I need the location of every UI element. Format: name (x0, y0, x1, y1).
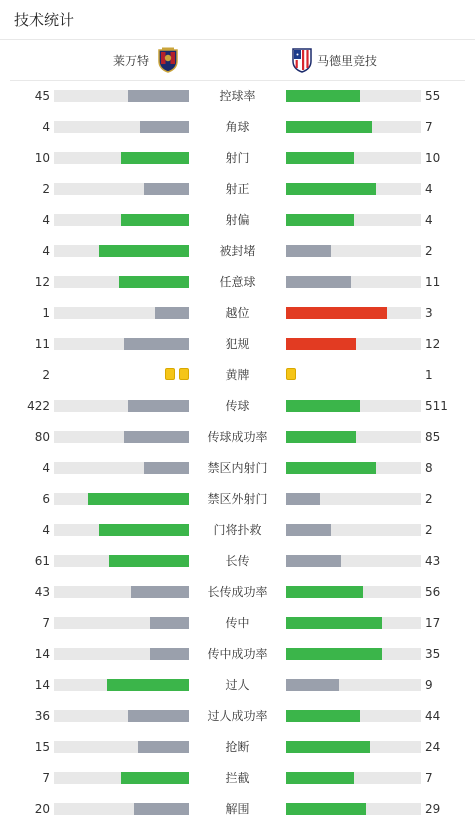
away-value: 85 (425, 430, 441, 444)
stat-row (0, 396, 475, 416)
teams-row (10, 40, 465, 81)
home-bar-fill (109, 555, 189, 567)
home-bar-fill (150, 648, 189, 660)
away-bar-fill (286, 803, 366, 815)
away-bar-track (286, 524, 421, 536)
away-bar-fill (286, 617, 382, 629)
home-bar-track (54, 555, 189, 567)
stat-label: 射偏 (225, 213, 250, 227)
away-bar-track (286, 431, 421, 443)
home-bar-track (54, 679, 189, 691)
away-value: 8 (425, 461, 433, 475)
home-value: 10 (34, 151, 50, 165)
away-value: 2 (425, 523, 433, 537)
stat-row (0, 117, 475, 137)
away-bar-fill (286, 586, 363, 598)
away-bar-track (286, 555, 421, 567)
home-value: 43 (34, 585, 50, 599)
stat-label: 传球 (225, 399, 250, 413)
away-bar-fill (286, 338, 356, 350)
home-bar-track (54, 152, 189, 164)
stat-label: 角球 (225, 120, 250, 134)
stat-row (0, 427, 475, 447)
away-bar-track (286, 493, 421, 505)
home-bar-fill (144, 183, 189, 195)
home-bar-fill (131, 586, 189, 598)
away-value: 2 (425, 244, 433, 258)
away-bar-track (286, 772, 421, 784)
stat-label: 任意球 (219, 275, 256, 289)
away-bar-fill (286, 276, 351, 288)
away-bar-fill (286, 555, 341, 567)
away-bar-track (286, 586, 421, 598)
home-value: 36 (34, 709, 50, 723)
away-value: 4 (425, 182, 433, 196)
yellow-card-icon (286, 368, 296, 380)
away-value: 3 (425, 306, 433, 320)
away-value: 10 (425, 151, 441, 165)
home-value: 4 (42, 244, 50, 258)
away-bar-fill (286, 772, 354, 784)
stat-label: 门将扑救 (213, 523, 262, 537)
away-bar-track (286, 276, 421, 288)
away-value: 24 (425, 740, 441, 754)
stat-label: 长传成功率 (207, 585, 268, 599)
stat-row (0, 613, 475, 633)
away-value: 7 (425, 120, 433, 134)
home-value: 4 (42, 120, 50, 134)
home-bar-track (54, 400, 189, 412)
away-bar-fill (286, 400, 360, 412)
home-bar-fill (124, 338, 189, 350)
home-bar-fill (121, 152, 189, 164)
home-bar-fill (121, 214, 189, 226)
stat-row (0, 86, 475, 106)
home-value: 1 (42, 306, 50, 320)
away-value: 511 (425, 399, 448, 413)
stat-row (0, 148, 475, 168)
home-bar-fill (99, 524, 189, 536)
away-bar-fill (286, 152, 354, 164)
home-bar-fill (128, 710, 189, 722)
home-bar-track (54, 772, 189, 784)
away-bar-track (286, 710, 421, 722)
stat-label: 射门 (225, 151, 250, 165)
stat-label: 禁区外射门 (207, 492, 268, 506)
home-bar-track (54, 121, 189, 133)
stat-label: 过人 (225, 678, 250, 692)
away-bar-track (286, 152, 421, 164)
home-bar-track (54, 710, 189, 722)
away-bar-track (286, 183, 421, 195)
home-value: 80 (34, 430, 50, 444)
stat-label: 被封堵 (219, 244, 256, 258)
stat-label: 传中成功率 (207, 647, 268, 661)
away-team-name: 马德里竞技 (317, 53, 378, 68)
home-bar-track (54, 183, 189, 195)
home-value: 45 (34, 89, 50, 103)
away-bar-track (286, 462, 421, 474)
away-bar-track (286, 400, 421, 412)
stat-row (0, 241, 475, 261)
home-value: 6 (42, 492, 50, 506)
stat-label: 黄牌 (225, 368, 250, 382)
home-bar-track (54, 803, 189, 815)
stat-row (0, 644, 475, 664)
home-value: 11 (34, 337, 50, 351)
away-bar-fill (286, 307, 387, 319)
stat-label: 控球率 (219, 89, 256, 103)
away-bar-fill (286, 245, 331, 257)
away-bar-fill (286, 679, 339, 691)
away-value: 1 (425, 368, 433, 382)
away-value: 4 (425, 213, 433, 227)
away-bar-fill (286, 121, 372, 133)
home-value: 7 (42, 771, 50, 785)
away-bar-fill (286, 493, 320, 505)
away-value: 2 (425, 492, 433, 506)
away-bar-track (286, 648, 421, 660)
home-bar-track (54, 524, 189, 536)
stat-row (0, 675, 475, 695)
home-bar-fill (128, 400, 189, 412)
home-bar-fill (119, 276, 189, 288)
away-bar-track (286, 679, 421, 691)
home-value: 4 (42, 523, 50, 537)
away-value: 7 (425, 771, 433, 785)
home-value: 15 (34, 740, 50, 754)
away-value: 55 (425, 89, 441, 103)
home-bar-track (54, 214, 189, 226)
away-bar-track (286, 617, 421, 629)
away-bar-track (286, 121, 421, 133)
away-bar-track (286, 338, 421, 350)
home-team-name: 莱万特 (112, 53, 149, 68)
home-bar-fill (88, 493, 189, 505)
home-bar-fill (99, 245, 189, 257)
page-header (0, 0, 475, 40)
stat-row (0, 272, 475, 292)
home-value: 422 (27, 399, 50, 413)
stat-row (0, 706, 475, 726)
home-bar-fill (134, 803, 189, 815)
home-bar-track (54, 648, 189, 660)
home-bar-fill (155, 307, 189, 319)
away-yellow-cards (286, 368, 421, 382)
levante-crest-icon (157, 47, 179, 73)
home-bar-track (54, 90, 189, 102)
away-bar-fill (286, 710, 360, 722)
away-bar-fill (286, 524, 331, 536)
home-value: 7 (42, 616, 50, 630)
away-bar-fill (286, 431, 356, 443)
yellow-card-icon (179, 368, 189, 380)
home-value: 14 (34, 647, 50, 661)
home-value: 4 (42, 461, 50, 475)
home-bar-fill (138, 741, 189, 753)
stat-label: 传中 (225, 616, 250, 630)
home-bar-fill (128, 90, 189, 102)
away-bar-track (286, 245, 421, 257)
away-bar-track (286, 741, 421, 753)
stat-row (0, 489, 475, 509)
home-bar-track (54, 462, 189, 474)
stat-row (0, 210, 475, 230)
home-bar-fill (124, 431, 189, 443)
stat-row (0, 737, 475, 757)
stat-row (0, 551, 475, 571)
stat-row (0, 582, 475, 602)
stat-label: 犯规 (225, 337, 250, 351)
away-value: 29 (425, 802, 441, 816)
away-value: 17 (425, 616, 441, 630)
away-bar-track (286, 214, 421, 226)
away-value: 44 (425, 709, 441, 723)
home-value: 61 (34, 554, 50, 568)
home-bar-track (54, 493, 189, 505)
stat-label: 长传 (225, 554, 250, 568)
home-bar-fill (140, 121, 189, 133)
stat-label: 抢断 (225, 740, 250, 754)
away-value: 43 (425, 554, 441, 568)
stat-row (0, 303, 475, 323)
page-title: 技术统计 (14, 11, 75, 29)
home-value: 20 (34, 802, 50, 816)
home-bar-track (54, 617, 189, 629)
home-yellow-cards (54, 368, 189, 382)
away-team[interactable] (292, 40, 377, 80)
away-bar-track (286, 307, 421, 319)
home-bar-fill (107, 679, 189, 691)
away-value: 11 (425, 275, 441, 289)
stat-label: 禁区内射门 (207, 461, 268, 475)
stat-row (0, 334, 475, 354)
home-value: 2 (42, 182, 50, 196)
home-team[interactable] (113, 40, 179, 80)
stat-row (0, 768, 475, 788)
stat-label: 传球成功率 (207, 430, 268, 444)
stat-row (0, 179, 475, 199)
home-value: 14 (34, 678, 50, 692)
stat-row (0, 365, 475, 385)
atletico-crest-icon (292, 47, 312, 73)
home-value: 2 (42, 368, 50, 382)
home-bar-track (54, 307, 189, 319)
home-bar-track (54, 276, 189, 288)
stat-row (0, 520, 475, 540)
away-bar-fill (286, 648, 382, 660)
away-value: 56 (425, 585, 441, 599)
home-bar-fill (150, 617, 189, 629)
away-bar-track (286, 90, 421, 102)
home-bar-track (54, 586, 189, 598)
away-bar-fill (286, 741, 370, 753)
away-bar-fill (286, 214, 354, 226)
away-value: 12 (425, 337, 441, 351)
home-bar-track (54, 245, 189, 257)
home-bar-track (54, 431, 189, 443)
yellow-card-icon (165, 368, 175, 380)
away-bar-fill (286, 90, 360, 102)
stat-label: 拦截 (225, 771, 250, 785)
away-value: 9 (425, 678, 433, 692)
home-bar-track (54, 741, 189, 753)
stat-label: 越位 (225, 306, 250, 320)
away-bar-track (286, 803, 421, 815)
stat-label: 解围 (225, 802, 250, 816)
home-value: 4 (42, 213, 50, 227)
stat-label: 射正 (225, 182, 250, 196)
away-bar-fill (286, 462, 376, 474)
home-bar-fill (121, 772, 189, 784)
stat-row (0, 458, 475, 478)
stat-label: 过人成功率 (207, 709, 268, 723)
away-bar-fill (286, 183, 376, 195)
away-value: 35 (425, 647, 441, 661)
home-value: 12 (34, 275, 50, 289)
home-bar-track (54, 338, 189, 350)
stat-row (0, 799, 475, 819)
home-bar-fill (144, 462, 189, 474)
